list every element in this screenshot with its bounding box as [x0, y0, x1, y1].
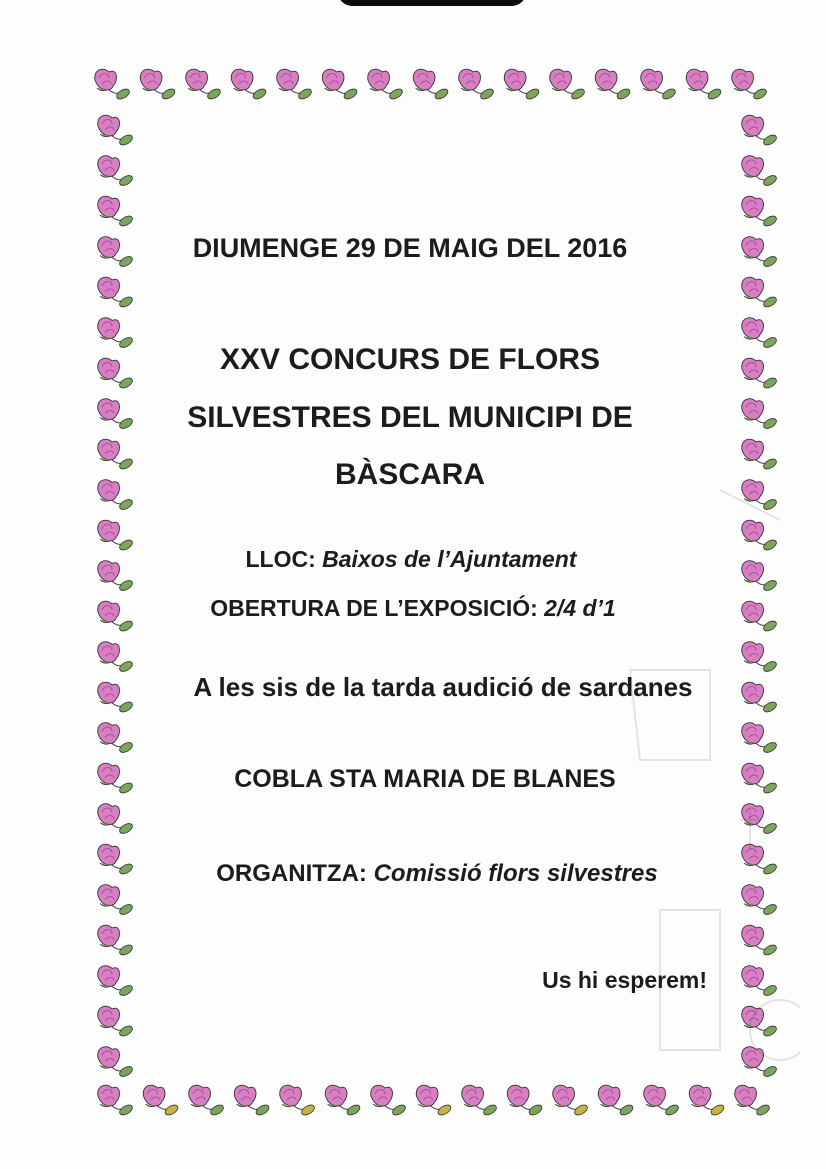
title-line-2: SILVESTRES DEL MUNICIPI DE — [187, 401, 633, 434]
opening-label: OBERTURA DE L’EXPOSICIÓ: — [210, 595, 538, 621]
opening-line — [0, 595, 826, 622]
place-label: LLOC: — [245, 546, 316, 572]
closing-line: Us hi esperem! — [542, 967, 707, 993]
cobla-line: COBLA STA MARIA DE BLANES — [234, 765, 616, 793]
organizer-value: Comissió flors silvestres — [373, 860, 658, 887]
sardanes-line: A les sis de la tarda audició de sardanes — [193, 672, 693, 702]
opening-value: 2/4 d’1 — [544, 595, 616, 621]
organizer-label: ORGANITZA: — [216, 860, 367, 887]
place-line — [0, 546, 824, 573]
place-value: Baixos de l’Ajuntament — [322, 546, 577, 572]
event-date: DIUMENGE 29 DE MAIG DEL 2016 — [192, 233, 628, 263]
organizer-line — [24, 860, 826, 888]
title-line-1: XXV CONCURS DE FLORS — [219, 343, 601, 376]
title-line-3: BÀSCARA — [335, 458, 485, 491]
